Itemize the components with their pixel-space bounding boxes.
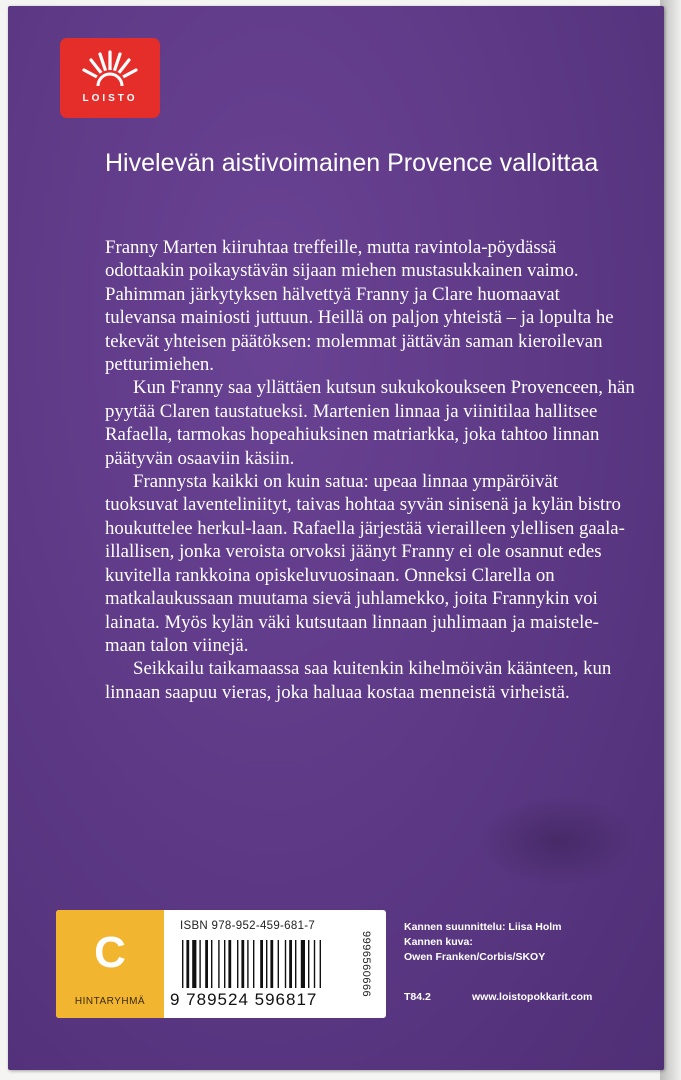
cover-image-label: Kannen kuva: <box>404 936 473 948</box>
book-back-cover <box>8 6 664 1070</box>
loisto-logo <box>60 38 160 118</box>
blurb-text <box>105 236 635 704</box>
price-group-label: HINTARYHMÄ <box>74 996 146 1007</box>
barcode-label <box>56 910 386 1018</box>
blurb-paragraph: Franny Marten kiiruhtaa treffeille, mutta ravintola-pöydässä odottaakin poikaystävän sijaan miehen mustasukkainen vaimo. Pahimman järkytyksen hälvettyä Franny ja Clare huomaavat tulevansa mainiosti juttuun. Heillä on paljon yhteistä – ja lopulta he tekevät yhteisen päätöksen: molemmat jättävän saman kieroilevan petturimiehen. <box>105 237 614 376</box>
price-group-badge <box>56 910 164 1018</box>
headline: Hivelevän aistivoimainen Provence valloittaa <box>105 149 599 177</box>
vertical-code: 9996560666 <box>360 930 372 998</box>
logo-wordmark: LOISTO <box>82 93 138 104</box>
blurb-paragraph: Kun Franny saa yllättäen kutsun sukukokoukseen Provenceen, hän pyytää Claren taustatueksi. Martenien linnaa ja viinitilaa hallitsee Rafaella, tarmokas hopeahiuksinen matriarkka, joka tahtoo linnan päätyvän osaaviin käsiin. <box>105 377 635 469</box>
catalog-code: T84.2 <box>404 991 431 1003</box>
price-group-letter: C <box>94 928 126 977</box>
blurb-paragraph: Frannysta kaikki on kuin satua: upeaa linnaa ympäröivät tuoksuvat laventeliniityt, taivas hohtaa syvän sinisenä ja kylän bistro houkuttelee herkul-laan. Rafaella järjestää vierailleen ylellisen gaala-illallisen, jonka veroista orvoksi jäänyt Franny ei ole osannut edes kuvitella rankkoina opiskeluvuosinaan. Onneksi Clarella on matkalaukussaan muutama sievä juhlamekko, joita Frannykin voi lainata. Myös kylän väki kutsutaan linnaan juhlimaan ja maistele-maan talon viinejä. <box>105 471 625 656</box>
sunrise-icon <box>80 48 140 88</box>
barcode-bars <box>182 940 352 990</box>
cover-image-credit: Owen Franken/Corbis/SKOY <box>404 951 546 963</box>
blurb-paragraph: Seikkailu taikamaassa saa kuitenkin kihelmöivän käänteen, kun linnaan saapuu vieras, joka haluaa kostaa menneistä virheistä. <box>105 658 612 703</box>
cover-stain <box>478 796 638 886</box>
cover-credits <box>404 920 654 965</box>
publisher-url: www.loistopokkarit.com <box>472 991 593 1003</box>
cover-design-credit: Kannen suunnittelu: Liisa Holm <box>404 921 562 933</box>
ean-number: 9 789524 596817 <box>170 990 318 1009</box>
isbn-text: ISBN 978-952-459-681-7 <box>180 920 316 932</box>
